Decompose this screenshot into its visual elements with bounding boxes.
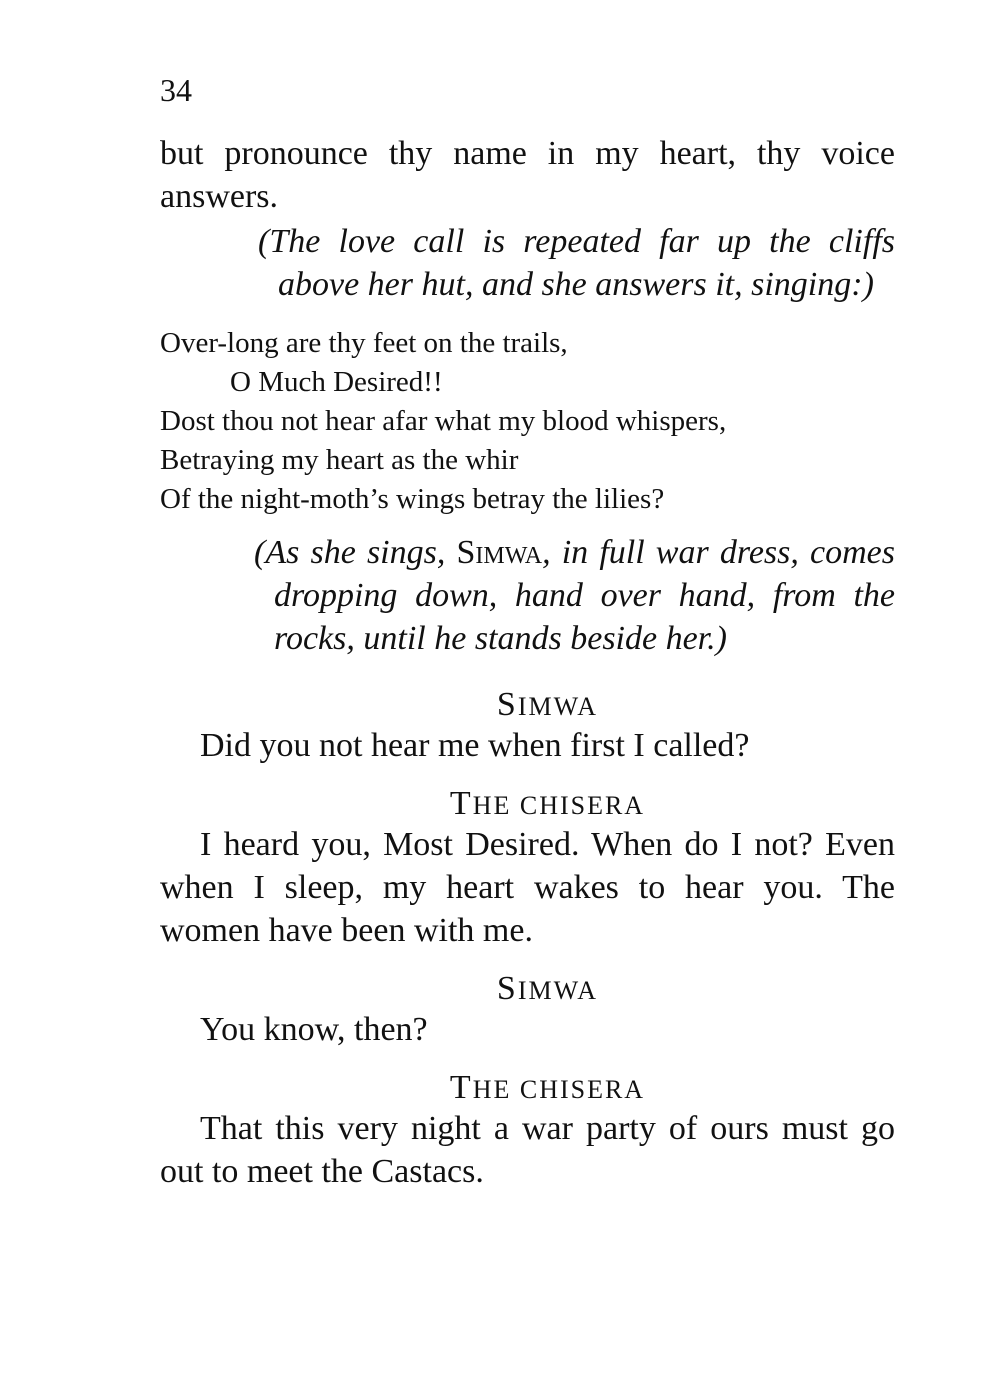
speaker-name — [160, 787, 895, 823]
verse-line: Betraying my heart as the whir — [160, 444, 519, 476]
speaker-name — [160, 972, 895, 1008]
speech-text: Did you not hear me when first I called? — [200, 727, 750, 764]
stage-direction-text: (As she sings, — [254, 534, 457, 571]
speaker-initial: T — [449, 1069, 473, 1106]
song-verse — [160, 324, 895, 519]
book-page — [160, 70, 895, 1193]
stage-direction: (The love call is repeated far up the cliffs above her hut, and she answers it, singing:) — [258, 223, 895, 303]
verse-line: Dost thou not hear afar what my blood whispers, — [160, 405, 727, 437]
speaker-initial: S — [496, 970, 518, 1007]
verse-line: Over-long are thy feet on the trails, — [160, 327, 568, 359]
speaker-initial: S — [496, 686, 518, 723]
page-number: 34 — [160, 72, 192, 108]
stage-direction-text: , in full war dress, comes dropping down, hand over hand, from the rocks, until he stands beside her.) — [274, 534, 895, 657]
stage-direction — [254, 531, 895, 660]
verse-line: Of the night-moth’s wings betray the lilies? — [160, 483, 665, 515]
speaker-rest: HE CHISERA — [472, 1075, 646, 1104]
verse-line: O Much Desired!! — [230, 366, 443, 398]
character-name: Simwa — [456, 534, 543, 571]
speaker-name — [160, 1071, 895, 1107]
speaker-rest: IMWA — [517, 692, 599, 721]
speech-text: I heard you, Most Desired. When do I not? Even when I sleep, my heart wakes to hear you. The women have been with me. — [160, 826, 895, 949]
speech-text: That this very night a war party of ours must go out to meet the Castacs. — [160, 1110, 895, 1190]
opening-text: but pronounce thy name in my heart, thy voice answers. — [160, 135, 895, 215]
speaker-rest: HE CHISERA — [472, 791, 646, 820]
speech-text: You know, then? — [200, 1011, 428, 1048]
speaker-rest: IMWA — [517, 976, 599, 1005]
speaker-name — [160, 688, 895, 724]
speaker-initial: T — [449, 785, 473, 822]
